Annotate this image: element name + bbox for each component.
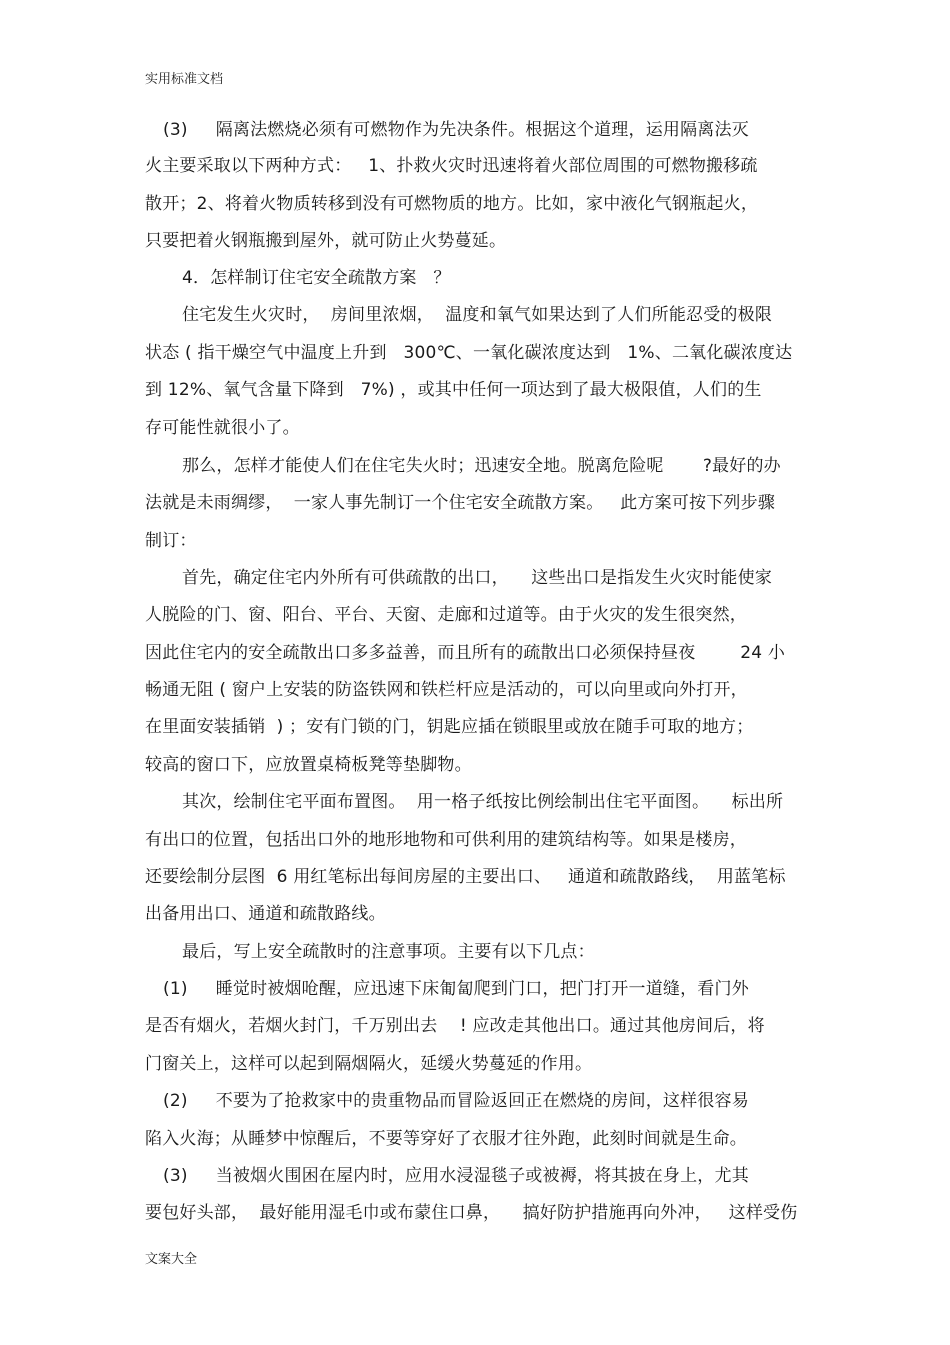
text-line: 门窗关上，这样可以起到隔烟隔火，延缓火势蔓延的作用。 [145, 1054, 593, 1074]
text-line: 到 12%、氧气含量下降到 7%) ，或其中任何一项达到了最大极限值，人们的生 [145, 380, 762, 400]
text-line: 是否有烟火，若烟火封门，千万别出去 ! 应改走其他出口。通过其他房间后，将 [145, 1016, 765, 1036]
text-line: 陷入火海；从睡梦中惊醒后，不要等穿好了衣服才往外跑，此刻时间就是生命。 [145, 1129, 747, 1149]
text-line: 住宅发生火灾时， 房间里浓烟， 温度和氧气如果达到了人们所能忍受的极限 [182, 305, 773, 325]
text-line: 其次，绘制住宅平面布置图。 用一格子纸按比例绘制出住宅平面图。 标出所 [182, 792, 784, 812]
text-line: 在里面安装插销 ) ；安有门锁的门，钥匙应插在锁眼里或放在随手可取的地方； [145, 717, 754, 737]
text-line: 首先，确定住宅内外所有可供疏散的出口， 这些出口是指发生火灾时能使家 [182, 568, 773, 588]
text-line: 因此住宅内的安全疏散出口多多益善，而且所有的疏散出口必须保持昼夜 24 小 [145, 643, 786, 663]
text-line: 畅通无阻 ( 窗户上安装的防盗铁网和铁栏杆应是活动的，可以向里或向外打开， [145, 680, 748, 700]
text-line: 出备用出口、通道和疏散路线。 [145, 904, 386, 924]
text-line: 状态 ( 指干燥空气中温度上升到 300℃、一氧化碳浓度达到 1%、二氧化碳浓度达 [145, 343, 793, 363]
page-footer: 文案大全 [145, 1252, 198, 1267]
text-line: (1) 睡觉时被烟呛醒，应迅速下床匍匐爬到门口，把门打开一道缝，看门外 [163, 979, 749, 999]
page-header: 实用标准文档 [145, 72, 224, 87]
text-line: 较高的窗口下，应放置桌椅板凳等垫脚物。 [145, 755, 472, 775]
text-line: 火主要采取以下两种方式： 1、扑救火灾时迅速将着火部位周围的可燃物搬移疏 [145, 156, 758, 176]
text-line: 存可能性就很小了。 [145, 418, 300, 438]
text-line: 那么，怎样才能使人们在住宅失火时；迅速安全地。脱离危险呢 ?最好的办 [182, 456, 781, 476]
text-line: 最后，写上安全疏散时的注意事项。主要有以下几点： [182, 942, 595, 962]
section-heading: 4．怎样制订住宅安全疏散方案 ？ [182, 268, 451, 288]
text-line: 只要把着火钢瓶搬到屋外，就可防止火势蔓延。 [145, 231, 507, 251]
text-line: (2) 不要为了抢救家中的贵重物品而冒险返回正在燃烧的房间，这样很容易 [163, 1091, 749, 1111]
text-line: 散开；2、将着火物质转移到没有可燃物质的地方。比如，家中液化气钢瓶起火， [145, 194, 759, 214]
text-line: (3) 隔离法燃烧必须有可燃物作为先决条件。根据这个道理，运用隔离法灭 [163, 120, 749, 140]
text-line: 人脱险的门、窗、阳台、平台、天窗、走廊和过道等。由于火灾的发生很突然， [145, 605, 747, 625]
text-line: 还要绘制分层图 6 用红笔标出每间房屋的主要出口、 通道和疏散路线， 用蓝笔标 [145, 867, 786, 887]
text-line: 要包好头部， 最好能用湿毛巾或布蒙住口鼻， 搞好防护措施再向外冲， 这样受伤 [145, 1203, 798, 1223]
text-line: (3) 当被烟火围困在屋内时，应用水浸湿毯子或被褥，将其披在身上，尤其 [163, 1166, 749, 1186]
text-line: 法就是未雨绸缪， 一家人事先制订一个住宅安全疏散方案。 此方案可按下列步骤 [145, 493, 776, 513]
text-line: 制订： [145, 531, 197, 551]
text-line: 有出口的位置，包括出口外的地形地物和可供利用的建筑结构等。如果是楼房， [145, 830, 747, 850]
